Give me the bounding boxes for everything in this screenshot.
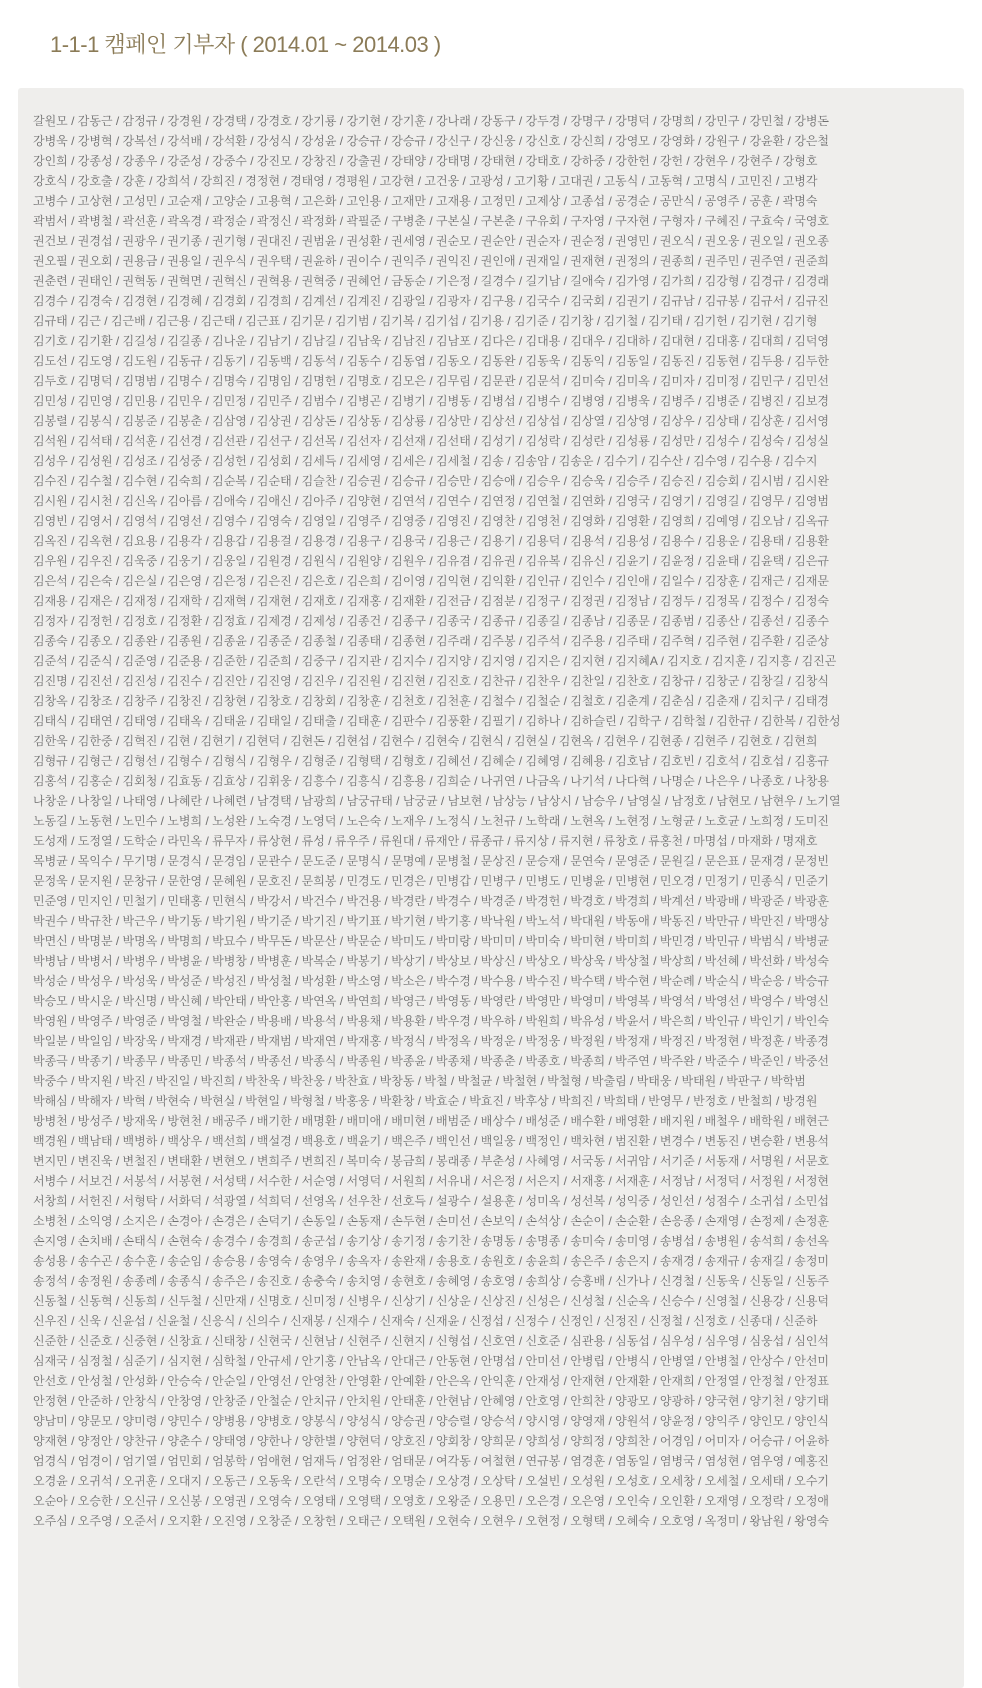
donor-line: 박영원 / 박영주 / 박영준 / 박영철 / 박완순 / 박용배 / 박용석 / 박용채 / 박용환 / 박우경 / 박우하 / 박원희 / 박유성 / 박윤서 / 박은희 / 박인규 / 박인기 / 박인숙 bbox=[33, 1014, 830, 1028]
donor-line: 심재국 / 심정철 / 심준기 / 심지현 / 심학철 / 안규세 / 안기홍 / 안남옥 / 안대근 / 안동현 / 안명섭 / 안미선 / 안병립 / 안병식 / 안병열 / 안병철 / 안상수 / 안선미 bbox=[33, 1354, 830, 1368]
donor-line: 안정현 / 안준하 / 안창식 / 안창영 / 안창준 / 안철순 / 안치규 / 안치원 / 안태훈 / 안현남 / 안혜영 / 안호영 / 안희찬 / 양광모 / 양광하 / 양국현 / 양기천 / 양기태 bbox=[33, 1394, 830, 1408]
donor-line: 오경윤 / 오귀석 / 오귀훈 / 오대지 / 오동근 / 오동욱 / 오란석 / 오명숙 / 오명순 / 오상경 / 오상탁 / 오설빈 / 오성원 / 오성호 / 오세창 / 오세철 / 오세태 / 오수기 bbox=[33, 1474, 830, 1488]
donor-line: 양남미 / 양문모 / 양미령 / 양민수 / 양병용 / 양병호 / 양봉식 / 양성식 / 양승권 / 양승렬 / 양승석 / 양시영 / 양영재 / 양원석 / 양윤정 / 양익주 / 양인모 / 양인식 bbox=[33, 1414, 830, 1428]
donor-line: 신준한 / 신준호 / 신중현 / 신창효 / 신태창 / 신현국 / 신현남 / 신현주 / 신현지 / 신형섭 / 신호연 / 신호준 / 심관용 / 심동섭 / 심우성 / 심우영 / 심웅섭 / 심인석 bbox=[33, 1334, 830, 1348]
donor-line: 김민성 / 김민영 / 김민용 / 김민우 / 김민정 / 김민주 / 김범수 / 김병곤 / 김병기 / 김병동 / 김병섭 / 김병수 / 김병영 / 김병욱 / 김병주 / 김병준 / 김병진 / 김보경 bbox=[33, 394, 830, 408]
donor-line: 김창옥 / 김창조 / 김창주 / 김창진 / 김창현 / 김창호 / 김창회 / 김창훈 / 김천호 / 김천훈 / 김철수 / 김철순 / 김철호 / 김춘계 / 김춘심 / 김춘재 / 김치구 / 김태경 bbox=[33, 694, 830, 708]
donor-line: 고병수 / 고상현 / 고성민 / 고순재 / 고양순 / 고용혁 / 고은화 / 고인용 / 고재만 / 고재용 / 고정민 / 고제상 / 고종섭 / 공경순 / 공만식 / 공영주 / 공훈 / 곽명숙 bbox=[33, 194, 818, 208]
donor-line: 김기호 / 김기환 / 김길성 / 김길종 / 김나운 / 김남기 / 김남길 / 김남욱 / 김남진 / 김남포 / 김다은 / 김대용 / 김대우 / 김대하 / 김대현 / 김대홍 / 김대희 / 김덕영 bbox=[33, 334, 830, 348]
donor-line: 김종숙 / 김종오 / 김종완 / 김종원 / 김종윤 / 김종준 / 김종철 / 김종태 / 김종현 / 김주래 / 김주봉 / 김주석 / 김주용 / 김주태 / 김주혁 / 김주현 / 김주환 / 김준상 bbox=[33, 634, 830, 648]
donor-line: 권건보 / 권경섭 / 권광우 / 권기종 / 권기형 / 권대진 / 권범윤 / 권성환 / 권세영 / 권순모 / 권순안 / 권순자 / 권순정 / 권영민 / 권오식 / 권오웅 / 권오일 / 권오종 bbox=[33, 234, 830, 248]
donor-line: 박승모 / 박시운 / 박신명 / 박신혜 / 박안태 / 박안홍 / 박연옥 / 박연희 / 박영근 / 박영동 / 박영란 / 박영만 / 박영미 / 박영복 / 박영석 / 박영선 / 박영수 / 박영신 bbox=[33, 994, 830, 1008]
donor-line: 김영빈 / 김영서 / 김영석 / 김영선 / 김영수 / 김영숙 / 김영일 / 김영주 / 김영중 / 김영진 / 김영찬 / 김영천 / 김영화 / 김영환 / 김영희 / 김예영 / 김오남 / 김옥규 bbox=[33, 514, 830, 528]
donor-line: 오주심 / 오주영 / 오준서 / 오지환 / 오진영 / 오창준 / 오창헌 / 오태근 / 오택원 / 오현숙 / 오현우 / 오현정 / 오형택 / 오혜숙 / 오호영 / 옥정미 / 왕남원 / 왕영숙 bbox=[33, 1514, 830, 1528]
donor-line: 도성재 / 도정열 / 도학순 / 라민옥 / 류무자 / 류상현 / 류성 / 류우주 / 류원대 / 류재안 / 류종규 / 류지상 / 류지현 / 류창호 / 류홍천 / 마명섭 / 마재화 / 명재호 bbox=[33, 834, 818, 848]
donor-line: 김옥진 / 김옥현 / 김요용 / 김용각 / 김용갑 / 김용걸 / 김용경 / 김용구 / 김용국 / 김용근 / 김용기 / 김용덕 / 김용석 / 김용성 / 김용수 / 김용운 / 김용태 / 김용환 bbox=[33, 534, 830, 548]
donor-line: 곽범서 / 곽병철 / 곽선훈 / 곽옥경 / 곽정순 / 곽정신 / 곽정화 / 곽필준 / 구병춘 / 구본실 / 구본춘 / 구유회 / 구자영 / 구자현 / 구형자 / 구혜진 / 구효숙 / 국영호 bbox=[33, 214, 830, 228]
donor-line: 김두호 / 김명덕 / 김명범 / 김명수 / 김명숙 / 김명임 / 김명헌 / 김명호 / 김모은 / 김무림 / 김문관 / 김문석 / 김미숙 / 김미옥 / 김미자 / 김미정 / 김민구 / 김민선 bbox=[33, 374, 830, 388]
donor-line: 박면신 / 박명분 / 박명옥 / 박명희 / 박묘수 / 박무돈 / 박문산 / 박문순 / 박미도 / 박미랑 / 박미미 / 박미숙 / 박미현 / 박미희 / 박민경 / 박민규 / 박범식 / 박병균 bbox=[33, 934, 830, 948]
donor-line: 오순아 / 오승한 / 오신규 / 오신봉 / 오영권 / 오영숙 / 오영태 / 오영택 / 오영호 / 오왕준 / 오용민 / 오은경 / 오은영 / 오인숙 / 오인환 / 오재영 / 오정락 / 오정애 bbox=[33, 1494, 830, 1508]
donor-line: 양재현 / 양정안 / 양찬규 / 양춘수 / 양태영 / 양한나 / 양한별 / 양현덕 / 양호진 / 양회창 / 양희문 / 양희성 / 양희정 / 양희찬 / 어경임 / 어미자 / 어승규 / 어윤하 bbox=[33, 1434, 830, 1448]
donor-line: 박종극 / 박종기 / 박종무 / 박종민 / 박종석 / 박종선 / 박종식 / 박종원 / 박종윤 / 박종채 / 박종춘 / 박종호 / 박종희 / 박주연 / 박주완 / 박준수 / 박준인 / 박중선 bbox=[33, 1054, 830, 1068]
donor-line: 박해심 / 박해자 / 박혁 / 박현숙 / 박현실 / 박현일 / 박형철 / 박홍웅 / 박환창 / 박효순 / 박효진 / 박후상 / 박희진 / 박희태 / 반영무 / 반정호 / 반철희 / 방경원 bbox=[33, 1094, 818, 1108]
donor-line: 김형규 / 김형근 / 김형선 / 김형수 / 김형식 / 김형우 / 김형준 / 김형택 / 김형호 / 김혜선 / 김혜순 / 김혜영 / 김혜용 / 김호남 / 김호빈 / 김호석 / 김호섭 / 김홍규 bbox=[33, 754, 830, 768]
donor-line: 서병수 / 서보건 / 서봉석 / 서봉현 / 서성택 / 서수한 / 서순영 / 서영덕 / 서원희 / 서유내 / 서은정 / 서은지 / 서재홍 / 서재훈 / 서정남 / 서정덕 / 서정원 / 서정현 bbox=[33, 1174, 830, 1188]
donor-line: 김도선 / 김도영 / 김도원 / 김동규 / 김동기 / 김동백 / 김동석 / 김동수 / 김동엽 / 김동오 / 김동완 / 김동욱 / 김동익 / 김동일 / 김동진 / 김동현 / 김두용 / 김두한 bbox=[33, 354, 830, 368]
page-title: 1-1-1 캠페인 기부자 ( 2014.01 ~ 2014.03 ) bbox=[50, 32, 441, 57]
donor-line: 김시원 / 김시천 / 김신옥 / 김아름 / 김애숙 / 김애신 / 김아주 / 김양현 / 김연석 / 김연수 / 김연정 / 김연철 / 김연화 / 김영국 / 김영기 / 김영길 / 김영무 / 김영범 bbox=[33, 494, 830, 508]
donor-line: 권춘련 / 권태인 / 권혁동 / 권혁면 / 권혁신 / 권혁용 / 권혁중 / 권혜언 / 금동순 / 기은정 / 길경수 / 길기남 / 길애숙 / 김가영 / 김가희 / 김강형 / 김경규 / 김경래 bbox=[33, 274, 830, 288]
donor-line: 김정자 / 김정헌 / 김정호 / 김정환 / 김정효 / 김제경 / 김제성 / 김종건 / 김종구 / 김종국 / 김종규 / 김종길 / 김종남 / 김종문 / 김종범 / 김종산 / 김종선 / 김종수 bbox=[33, 614, 830, 628]
donor-line: 김규태 / 김근 / 김근배 / 김근용 / 김근태 / 김근표 / 김기문 / 김기범 / 김기복 / 김기섭 / 김기용 / 김기준 / 김기창 / 김기철 / 김기태 / 김기헌 / 김기현 / 김기형 bbox=[33, 314, 818, 328]
donor-line: 김은석 / 김은숙 / 김은실 / 김은영 / 김은정 / 김은진 / 김은호 / 김은희 / 김이영 / 김익현 / 김익환 / 김인규 / 김인수 / 김인애 / 김일수 / 김장훈 / 김재근 / 김재문 bbox=[33, 574, 830, 588]
donor-line: 백경원 / 백남태 / 백병하 / 백상우 / 백선희 / 백설경 / 백용호 / 백윤기 / 백은주 / 백인선 / 백일웅 / 백정인 / 백차현 / 범진환 / 변경수 / 변동진 / 변승환 / 변용석 bbox=[33, 1134, 830, 1148]
donor-line: 박중수 / 박지원 / 박진 / 박진일 / 박진희 / 박찬욱 / 박찬웅 / 박찬효 / 박창동 / 박철 / 박철균 / 박철현 / 박철형 / 박출림 / 박태웅 / 박태원 / 박판구 / 박학범 bbox=[33, 1074, 806, 1088]
donor-line: 박권수 / 박규찬 / 박근우 / 박기동 / 박기원 / 박기준 / 박기진 / 박기표 / 박기현 / 박기홍 / 박낙원 / 박노석 / 박대원 / 박동애 / 박동진 / 박만규 / 박만진 / 박맹상 bbox=[33, 914, 830, 928]
donor-line: 방병천 / 방성주 / 방재욱 / 방현천 / 배공주 / 배기한 / 배명환 / 배미애 / 배미현 / 배범준 / 배상수 / 배성준 / 배수환 / 배영환 / 배지원 / 배철우 / 배학원 / 배현근 bbox=[33, 1114, 830, 1128]
donor-line: 김석원 / 김석태 / 김석훈 / 김선경 / 김선관 / 김선구 / 김선목 / 김선자 / 김선재 / 김선태 / 김성기 / 김성락 / 김성란 / 김성룡 / 김성만 / 김성수 / 김성숙 / 김성실 bbox=[33, 434, 830, 448]
donor-line: 김재용 / 김재은 / 김재정 / 김재학 / 김재혁 / 김재현 / 김재호 / 김재홍 / 김재환 / 김전금 / 김점분 / 김정구 / 김정권 / 김정남 / 김정두 / 김정목 / 김정수 / 김정숙 bbox=[33, 594, 830, 608]
donor-line: 박일분 / 박일임 / 박장욱 / 박재경 / 박재관 / 박재범 / 박재연 / 박재홍 / 박정식 / 박정옥 / 박정운 / 박정웅 / 박정원 / 박정재 / 박정진 / 박정현 / 박정훈 / 박종경 bbox=[33, 1034, 830, 1048]
donor-line: 김경수 / 김경숙 / 김경현 / 김경혜 / 김경회 / 김경희 / 김계선 / 김계진 / 김광일 / 김광자 / 김구용 / 김국수 / 김국회 / 김권기 / 김규남 / 김규봉 / 김규서 / 김규진 bbox=[33, 294, 830, 308]
donor-line: 김성우 / 김성원 / 김성조 / 김성중 / 김성헌 / 김성회 / 김세득 / 김세영 / 김세은 / 김세철 / 김송 / 김송암 / 김송운 / 김수기 / 김수산 / 김수영 / 김수용 / 김수지 bbox=[33, 454, 818, 468]
donor-line: 김한욱 / 김한중 / 김혁진 / 김현 / 김현기 / 김현덕 / 김현돈 / 김현섭 / 김현수 / 김현숙 / 김현식 / 김현실 / 김현옥 / 김현우 / 김현종 / 김현주 / 김현호 / 김현희 bbox=[33, 734, 818, 748]
donor-line: 민준영 / 민지인 / 민철기 / 민태홍 / 민현식 / 박강서 / 박건수 / 박건용 / 박경란 / 박경수 / 박경준 / 박경헌 / 박경호 / 박경희 / 박계선 / 박광배 / 박광준 / 박광훈 bbox=[33, 894, 830, 908]
donor-line: 손지영 / 손치배 / 손태식 / 손현숙 / 송경수 / 송경희 / 송군섭 / 송기상 / 송기정 / 송기찬 / 송명동 / 송명종 / 송미숙 / 송미영 / 송병섭 / 송병원 / 송석희 / 송선옥 bbox=[33, 1234, 830, 1248]
donor-line: 나창운 / 나창일 / 나태영 / 나혜란 / 나혜련 / 남경택 / 남광희 / 남궁규태 / 남궁균 / 남보현 / 남상능 / 남상시 / 남승우 / 남영실 / 남정호 / 남현모 / 남현우 / 노기열 bbox=[33, 794, 841, 808]
donor-line: 김진명 / 김진선 / 김진성 / 김진수 / 김진안 / 김진영 / 김진우 / 김진원 / 김진현 / 김진호 / 김찬규 / 김찬우 / 김찬일 / 김찬호 / 김창규 / 김창군 / 김창길 / 김창식 bbox=[33, 674, 830, 688]
donor-line: 김태식 / 김태연 / 김태영 / 김태옥 / 김태윤 / 김태일 / 김태출 / 김태훈 / 김판수 / 김풍환 / 김필기 / 김하나 / 김하슬린 / 김학구 / 김학철 / 김한규 / 김한복 / 김한성 bbox=[33, 714, 841, 728]
donor-line: 변지민 / 변진욱 / 변철진 / 변태환 / 변현오 / 변희주 / 변희진 / 복미숙 / 봉금희 / 봉래종 / 부춘성 / 사혜영 / 서국동 / 서귀암 / 서기준 / 서동재 / 서명원 / 서문호 bbox=[33, 1154, 830, 1168]
donor-line: 서창희 / 서헌진 / 서형탁 / 서화덕 / 석광열 / 석희덕 / 선영옥 / 선우찬 / 선호득 / 설광수 / 설용훈 / 성미옥 / 성선복 / 성익중 / 성인선 / 성점수 / 소귀섭 / 소민섭 bbox=[33, 1194, 830, 1208]
donor-list-panel bbox=[18, 88, 964, 1688]
donor-line: 갈원모 / 감동근 / 감정규 / 강경원 / 강경택 / 강경호 / 강기룡 / 강기현 / 강기훈 / 강나래 / 강동구 / 강두경 / 강명구 / 강명덕 / 강명희 / 강민구 / 강민철 / 강병돈 bbox=[33, 114, 830, 128]
donor-line: 김우원 / 김우진 / 김욱중 / 김웅기 / 김웅일 / 김원경 / 김원식 / 김원양 / 김원우 / 김유겸 / 김유권 / 김유복 / 김유신 / 김윤기 / 김윤정 / 김윤태 / 김윤택 / 김은규 bbox=[33, 554, 830, 568]
donor-line: 안선호 / 안성철 / 안성화 / 안승숙 / 안순일 / 안영선 / 안영찬 / 안영환 / 안예환 / 안은옥 / 안익훈 / 안재성 / 안재현 / 안재환 / 안재희 / 안정열 / 안정철 / 안정표 bbox=[33, 1374, 830, 1388]
donor-line: 목병균 / 목익수 / 무기명 / 문경식 / 문경임 / 문관수 / 문도준 / 문명식 / 문명예 / 문병철 / 문상진 / 문승재 / 문연숙 / 문영준 / 문원길 / 문은표 / 문재경 / 문정빈 bbox=[33, 854, 830, 868]
donor-line: 강병욱 / 강병혁 / 강복선 / 강석배 / 강석환 / 강성식 / 강성윤 / 강승규 / 강승규 / 강신구 / 강신웅 / 강신호 / 강신희 / 강영모 / 강영화 / 강원구 / 강윤환 / 강은철 bbox=[33, 134, 830, 148]
donor-line: 강호식 / 강호출 / 강훈 / 강희석 / 강희진 / 경정현 / 경태영 / 경평원 / 고강현 / 고건웅 / 고광성 / 고기황 / 고대권 / 고동식 / 고동혁 / 고명식 / 고민진 / 고병각 bbox=[33, 174, 818, 188]
donor-line: 김봉렬 / 김봉식 / 김봉준 / 김봉춘 / 김삼영 / 김상권 / 김상돈 / 김상동 / 김상룡 / 김상만 / 김상선 / 김상섭 / 김상열 / 김상영 / 김상우 / 김상태 / 김상훈 / 김서영 bbox=[33, 414, 830, 428]
donor-line: 노동길 / 노동현 / 노민수 / 노병희 / 노성완 / 노숙경 / 노영덕 / 노은숙 / 노재우 / 노정식 / 노천규 / 노학래 / 노현옥 / 노현정 / 노형균 / 노호균 / 노희정 / 도미진 bbox=[33, 814, 830, 828]
donor-line: 강인희 / 강종성 / 강종우 / 강준성 / 강중수 / 강진모 / 강창진 / 강출권 / 강태양 / 강태명 / 강태현 / 강태호 / 강하중 / 강한헌 / 강헌 / 강현우 / 강현주 / 강형호 bbox=[33, 154, 818, 168]
donor-line: 김준석 / 김준식 / 김준영 / 김준용 / 김준한 / 김준희 / 김중구 / 김지관 / 김지수 / 김지양 / 김지영 / 김지은 / 김지현 / 김지혜A / 김지호 / 김지훈 / 김지흥 / 김진곤 bbox=[33, 654, 837, 668]
donor-line: 박병남 / 박병서 / 박병우 / 박병윤 / 박병창 / 박병훈 / 박복순 / 박봉기 / 박상기 / 박상보 / 박상신 / 박상오 / 박상욱 / 박상철 / 박상희 / 박선혜 / 박선화 / 박성숙 bbox=[33, 954, 830, 968]
donor-line: 신우진 / 신욱 / 신윤섭 / 신윤철 / 신응식 / 신의수 / 신재봉 / 신재수 / 신재숙 / 신재윤 / 신정섭 / 신정수 / 신정인 / 신정진 / 신정철 / 신정호 / 신종대 / 신준하 bbox=[33, 1314, 818, 1328]
donor-line: 송성용 / 송수곤 / 송수훈 / 송순임 / 송승용 / 송영숙 / 송영우 / 송옥자 / 송완재 / 송용호 / 송원호 / 송윤희 / 송은주 / 송은지 / 송재경 / 송재규 / 송재길 / 송정미 bbox=[33, 1254, 830, 1268]
donor-line: 권오필 / 권오회 / 권용금 / 권용일 / 권우식 / 권우택 / 권윤하 / 권이수 / 권익주 / 권익진 / 권인애 / 권재일 / 권재현 / 권정의 / 권종희 / 권주민 / 권주연 / 권준희 bbox=[33, 254, 830, 268]
donor-line: 박성순 / 박성우 / 박성욱 / 박성준 / 박성진 / 박성철 / 박성환 / 박소영 / 박소은 / 박수경 / 박수용 / 박수진 / 박수택 / 박수현 / 박순례 / 박순식 / 박순응 / 박승규 bbox=[33, 974, 830, 988]
donor-line: 김수진 / 김수철 / 김수현 / 김숙희 / 김순복 / 김순태 / 김슬찬 / 김승권 / 김승규 / 김승만 / 김승애 / 김승우 / 김승욱 / 김승주 / 김승진 / 김승회 / 김시범 / 김시완 bbox=[33, 474, 830, 488]
donor-line: 소병천 / 소익영 / 소지은 / 손경아 / 손경은 / 손덕기 / 손동일 / 손동재 / 손두현 / 손미선 / 손보익 / 손석상 / 손순이 / 손순환 / 손응종 / 손재영 / 손정제 / 손정훈 bbox=[33, 1214, 830, 1228]
donor-line: 엄경식 / 엄경이 / 엄기열 / 엄민회 / 엄봉학 / 엄애현 / 엄재득 / 엄정완 / 엄태문 / 여각동 / 여철현 / 연규봉 / 염경훈 / 염동일 / 염병국 / 염성현 / 염우영 / 예홍진 bbox=[33, 1454, 830, 1468]
donor-line: 김홍석 / 김홍순 / 김회청 / 김효동 / 김효상 / 김휘웅 / 김흥수 / 김흥식 / 김흥용 / 김희순 / 나귀연 / 나금옥 / 나기석 / 나다혁 / 나명순 / 나은우 / 나종호 / 나창용 bbox=[33, 774, 830, 788]
donor-line: 신동철 / 신동혁 / 신동희 / 신두철 / 신만재 / 신명호 / 신미정 / 신병우 / 신상기 / 신상운 / 신상진 / 신성은 / 신성철 / 신순옥 / 신승수 / 신영철 / 신용강 / 신용덕 bbox=[33, 1294, 830, 1308]
donor-list bbox=[33, 111, 950, 1531]
donor-line: 송정석 / 송정원 / 송종례 / 송종식 / 송주은 / 송진호 / 송충숙 / 송치영 / 송현호 / 송혜영 / 송호영 / 송희상 / 승홍배 / 신가나 / 신경철 / 신동욱 / 신동일 / 신동주 bbox=[33, 1274, 830, 1288]
donor-line: 문정욱 / 문지원 / 문창규 / 문한영 / 문혜원 / 문호진 / 문희봉 / 민경도 / 민경은 / 민병갑 / 민병구 / 민병도 / 민병윤 / 민병현 / 민오경 / 민정기 / 민종식 / 민준기 bbox=[33, 874, 830, 888]
